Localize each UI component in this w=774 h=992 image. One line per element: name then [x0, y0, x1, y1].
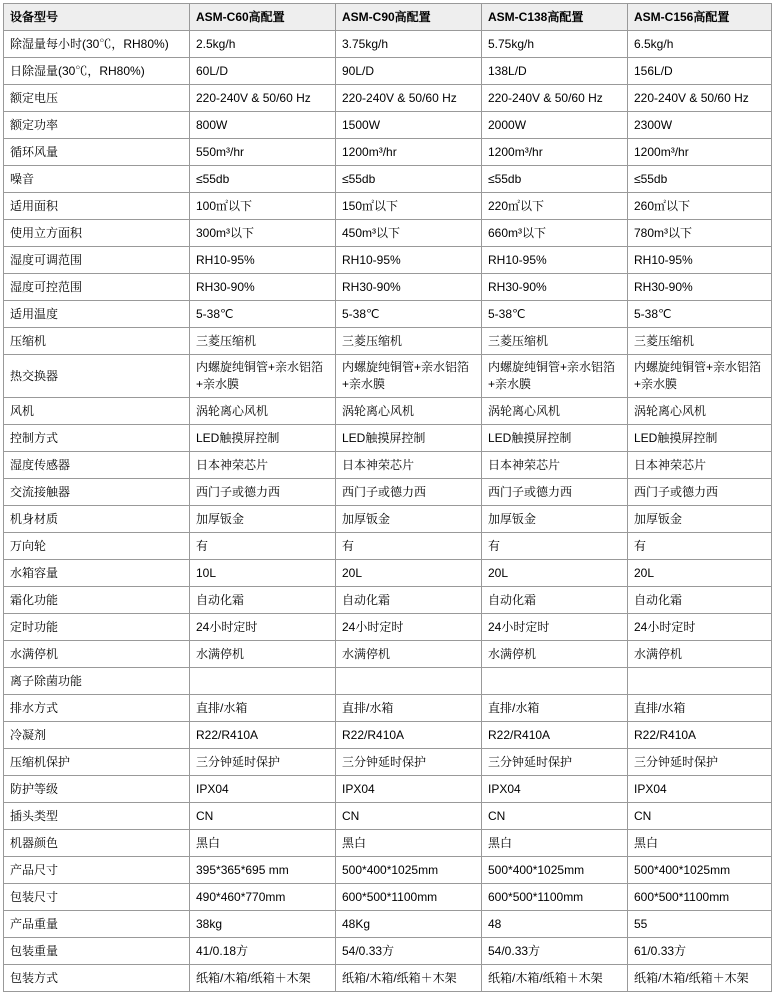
- table-cell: 38kg: [190, 911, 336, 938]
- table-row: [4, 560, 772, 587]
- table-cell: 涡轮离心风机: [628, 398, 772, 425]
- table-cell: [482, 668, 628, 695]
- table-cell: 三分钟延时保护: [190, 749, 336, 776]
- table-cell: 6.5kg/h: [628, 31, 772, 58]
- table-cell: 直排/水箱: [482, 695, 628, 722]
- table-cell: 水满停机: [190, 641, 336, 668]
- table-cell: 54/0.33方: [336, 938, 482, 965]
- table-cell: 90L/D: [336, 58, 482, 85]
- table-cell: 黑白: [628, 830, 772, 857]
- table-cell: 450m³以下: [336, 220, 482, 247]
- table-cell: LED触摸屏控制: [628, 425, 772, 452]
- table-body: [4, 31, 772, 992]
- table-cell: 150㎡以下: [336, 193, 482, 220]
- table-row: [4, 911, 772, 938]
- table-cell: 24小时定时: [628, 614, 772, 641]
- table-cell: 660m³以下: [482, 220, 628, 247]
- table-row: [4, 965, 772, 992]
- row-label: 适用温度: [4, 301, 190, 328]
- table-cell: 自动化霜: [336, 587, 482, 614]
- table-cell: 10L: [190, 560, 336, 587]
- table-cell: 黑白: [336, 830, 482, 857]
- table-cell: 800W: [190, 112, 336, 139]
- specification-table: [3, 3, 772, 992]
- table-cell: 直排/水箱: [336, 695, 482, 722]
- row-label: 控制方式: [4, 425, 190, 452]
- table-cell: CN: [482, 803, 628, 830]
- table-cell: LED触摸屏控制: [482, 425, 628, 452]
- table-cell: RH10-95%: [482, 247, 628, 274]
- row-label: 交流接触器: [4, 479, 190, 506]
- table-cell: 156L/D: [628, 58, 772, 85]
- row-label: 循环风量: [4, 139, 190, 166]
- table-row: [4, 247, 772, 274]
- table-cell: RH10-95%: [190, 247, 336, 274]
- table-row: [4, 112, 772, 139]
- table-row: [4, 328, 772, 355]
- row-label: 冷凝剂: [4, 722, 190, 749]
- table-row: [4, 776, 772, 803]
- row-label: 包装尺寸: [4, 884, 190, 911]
- table-row: [4, 139, 772, 166]
- row-label: 定时功能: [4, 614, 190, 641]
- row-label: 额定功率: [4, 112, 190, 139]
- table-cell: 涡轮离心风机: [336, 398, 482, 425]
- table-cell: 西门子或德力西: [482, 479, 628, 506]
- column-header-c138: ASM-C138高配置: [482, 4, 628, 31]
- table-cell: 500*400*1025mm: [336, 857, 482, 884]
- table-cell: 自动化霜: [482, 587, 628, 614]
- table-cell: R22/R410A: [482, 722, 628, 749]
- table-row: [4, 58, 772, 85]
- table-cell: 水满停机: [628, 641, 772, 668]
- table-cell: 西门子或德力西: [190, 479, 336, 506]
- table-cell: 日本神荣芯片: [336, 452, 482, 479]
- table-cell: 日本神荣芯片: [482, 452, 628, 479]
- table-cell: 5-38℃: [190, 301, 336, 328]
- row-label: 湿度可调范围: [4, 247, 190, 274]
- table-cell: 220㎡以下: [482, 193, 628, 220]
- row-label: 水箱容量: [4, 560, 190, 587]
- table-row: [4, 884, 772, 911]
- table-cell: IPX04: [628, 776, 772, 803]
- table-cell: 2000W: [482, 112, 628, 139]
- table-cell: 加厚钣金: [482, 506, 628, 533]
- table-cell: R22/R410A: [628, 722, 772, 749]
- table-cell: 550m³/hr: [190, 139, 336, 166]
- table-cell: ≤55db: [336, 166, 482, 193]
- table-cell: 260㎡以下: [628, 193, 772, 220]
- table-header-row: [4, 4, 772, 31]
- table-cell: RH30-90%: [190, 274, 336, 301]
- table-cell: 内螺旋纯铜管+亲水铝箔+亲水膜: [628, 355, 772, 398]
- row-label: 压缩机保护: [4, 749, 190, 776]
- table-cell: 纸箱/木箱/纸箱＋木架: [628, 965, 772, 992]
- table-row: [4, 749, 772, 776]
- table-cell: 600*500*1100mm: [628, 884, 772, 911]
- table-row: [4, 166, 772, 193]
- table-cell: 内螺旋纯铜管+亲水铝箔+亲水膜: [336, 355, 482, 398]
- table-cell: LED触摸屏控制: [190, 425, 336, 452]
- table-cell: RH10-95%: [628, 247, 772, 274]
- table-cell: 1500W: [336, 112, 482, 139]
- table-cell: 220-240V & 50/60 Hz: [336, 85, 482, 112]
- table-cell: 300m³以下: [190, 220, 336, 247]
- table-cell: 500*400*1025mm: [482, 857, 628, 884]
- row-label: 水满停机: [4, 641, 190, 668]
- table-cell: 日本神荣芯片: [628, 452, 772, 479]
- row-label: 日除湿量(30℃，RH80%): [4, 58, 190, 85]
- table-cell: 水满停机: [336, 641, 482, 668]
- row-label: 产品重量: [4, 911, 190, 938]
- row-label: 机器颜色: [4, 830, 190, 857]
- table-cell: IPX04: [336, 776, 482, 803]
- row-label: 额定电压: [4, 85, 190, 112]
- table-cell: CN: [190, 803, 336, 830]
- table-cell: 三分钟延时保护: [628, 749, 772, 776]
- table-row: [4, 641, 772, 668]
- table-row: [4, 355, 772, 398]
- row-label: 风机: [4, 398, 190, 425]
- table-cell: CN: [628, 803, 772, 830]
- table-cell: 395*365*695 mm: [190, 857, 336, 884]
- table-row: [4, 938, 772, 965]
- table-cell: 5-38℃: [336, 301, 482, 328]
- row-label: 包装方式: [4, 965, 190, 992]
- table-row: [4, 668, 772, 695]
- table-row: [4, 220, 772, 247]
- table-row: [4, 31, 772, 58]
- table-cell: 加厚钣金: [190, 506, 336, 533]
- table-row: [4, 301, 772, 328]
- table-cell: 55: [628, 911, 772, 938]
- table-cell: 600*500*1100mm: [336, 884, 482, 911]
- table-cell: 涡轮离心风机: [190, 398, 336, 425]
- table-row: [4, 614, 772, 641]
- column-header-c156: ASM-C156高配置: [628, 4, 772, 31]
- table-row: [4, 479, 772, 506]
- table-cell: 24小时定时: [190, 614, 336, 641]
- row-label: 压缩机: [4, 328, 190, 355]
- table-cell: CN: [336, 803, 482, 830]
- table-cell: 西门子或德力西: [336, 479, 482, 506]
- table-cell: 100㎡以下: [190, 193, 336, 220]
- row-label: 包装重量: [4, 938, 190, 965]
- column-header-c60: ASM-C60高配置: [190, 4, 336, 31]
- table-row: [4, 695, 772, 722]
- table-row: [4, 398, 772, 425]
- table-cell: 自动化霜: [628, 587, 772, 614]
- table-cell: 内螺旋纯铜管+亲水铝箔+亲水膜: [190, 355, 336, 398]
- table-cell: 5-38℃: [482, 301, 628, 328]
- table-cell: 41/0.18方: [190, 938, 336, 965]
- table-cell: 直排/水箱: [190, 695, 336, 722]
- table-cell: 490*460*770mm: [190, 884, 336, 911]
- column-header-c90: ASM-C90高配置: [336, 4, 482, 31]
- table-cell: 三分钟延时保护: [336, 749, 482, 776]
- table-cell: 48: [482, 911, 628, 938]
- table-cell: 内螺旋纯铜管+亲水铝箔+亲水膜: [482, 355, 628, 398]
- table-cell: 60L/D: [190, 58, 336, 85]
- table-cell: [336, 668, 482, 695]
- table-cell: 1200m³/hr: [628, 139, 772, 166]
- table-cell: 黑白: [190, 830, 336, 857]
- table-cell: 纸箱/木箱/纸箱＋木架: [336, 965, 482, 992]
- table-cell: 自动化霜: [190, 587, 336, 614]
- table-cell: R22/R410A: [336, 722, 482, 749]
- table-cell: 5-38℃: [628, 301, 772, 328]
- row-label: 万向轮: [4, 533, 190, 560]
- table-row: [4, 425, 772, 452]
- table-cell: 220-240V & 50/60 Hz: [190, 85, 336, 112]
- table-row: [4, 506, 772, 533]
- table-cell: 24小时定时: [482, 614, 628, 641]
- table-cell: 西门子或德力西: [628, 479, 772, 506]
- table-cell: ≤55db: [628, 166, 772, 193]
- row-label: 排水方式: [4, 695, 190, 722]
- row-label: 热交换器: [4, 355, 190, 398]
- table-cell: 48Kg: [336, 911, 482, 938]
- table-row: [4, 533, 772, 560]
- table-cell: 三菱压缩机: [190, 328, 336, 355]
- table-cell: 2.5kg/h: [190, 31, 336, 58]
- row-label: 插头类型: [4, 803, 190, 830]
- table-cell: 三菱压缩机: [628, 328, 772, 355]
- table-cell: 1200m³/hr: [482, 139, 628, 166]
- table-cell: 600*500*1100mm: [482, 884, 628, 911]
- table-cell: 三菱压缩机: [482, 328, 628, 355]
- table-header: [4, 4, 772, 31]
- table-cell: 纸箱/木箱/纸箱＋木架: [190, 965, 336, 992]
- table-cell: RH10-95%: [336, 247, 482, 274]
- row-label: 噪音: [4, 166, 190, 193]
- row-label: 霜化功能: [4, 587, 190, 614]
- table-cell: 24小时定时: [336, 614, 482, 641]
- table-cell: 5.75kg/h: [482, 31, 628, 58]
- table-cell: 220-240V & 50/60 Hz: [628, 85, 772, 112]
- table-cell: 日本神荣芯片: [190, 452, 336, 479]
- table-cell: ≤55db: [190, 166, 336, 193]
- table-row: [4, 830, 772, 857]
- table-cell: 61/0.33方: [628, 938, 772, 965]
- table-cell: RH30-90%: [482, 274, 628, 301]
- row-label: 适用面积: [4, 193, 190, 220]
- table-cell: [190, 668, 336, 695]
- table-cell: IPX04: [482, 776, 628, 803]
- table-cell: 1200m³/hr: [336, 139, 482, 166]
- table-cell: 黑白: [482, 830, 628, 857]
- table-cell: 加厚钣金: [336, 506, 482, 533]
- table-row: [4, 722, 772, 749]
- row-label: 产品尺寸: [4, 857, 190, 884]
- row-label: 机身材质: [4, 506, 190, 533]
- table-cell: 20L: [336, 560, 482, 587]
- table-cell: 加厚钣金: [628, 506, 772, 533]
- table-cell: 三菱压缩机: [336, 328, 482, 355]
- table-cell: 水满停机: [482, 641, 628, 668]
- table-cell: 纸箱/木箱/纸箱＋木架: [482, 965, 628, 992]
- table-cell: 54/0.33方: [482, 938, 628, 965]
- table-row: [4, 85, 772, 112]
- table-cell: RH30-90%: [336, 274, 482, 301]
- table-cell: 20L: [628, 560, 772, 587]
- table-cell: 3.75kg/h: [336, 31, 482, 58]
- row-label: 除湿量每小时(30℃，RH80%): [4, 31, 190, 58]
- table-cell: 三分钟延时保护: [482, 749, 628, 776]
- table-cell: R22/R410A: [190, 722, 336, 749]
- table-cell: 220-240V & 50/60 Hz: [482, 85, 628, 112]
- row-label: 使用立方面积: [4, 220, 190, 247]
- table-cell: 有: [190, 533, 336, 560]
- table-cell: 有: [482, 533, 628, 560]
- table-cell: 20L: [482, 560, 628, 587]
- table-row: [4, 452, 772, 479]
- table-row: [4, 274, 772, 301]
- table-cell: 涡轮离心风机: [482, 398, 628, 425]
- table-cell: 有: [336, 533, 482, 560]
- table-cell: ≤55db: [482, 166, 628, 193]
- column-header-model: 设备型号: [4, 4, 190, 31]
- row-label: 湿度可控范围: [4, 274, 190, 301]
- table-row: [4, 803, 772, 830]
- table-cell: LED触摸屏控制: [336, 425, 482, 452]
- table-row: [4, 587, 772, 614]
- table-cell: IPX04: [190, 776, 336, 803]
- table-cell: 2300W: [628, 112, 772, 139]
- table-row: [4, 857, 772, 884]
- table-cell: 500*400*1025mm: [628, 857, 772, 884]
- table-row: [4, 193, 772, 220]
- table-cell: 有: [628, 533, 772, 560]
- table-cell: 138L/D: [482, 58, 628, 85]
- row-label: 离子除菌功能: [4, 668, 190, 695]
- table-cell: 780m³以下: [628, 220, 772, 247]
- table-cell: RH30-90%: [628, 274, 772, 301]
- row-label: 湿度传感器: [4, 452, 190, 479]
- table-cell: [628, 668, 772, 695]
- row-label: 防护等级: [4, 776, 190, 803]
- table-cell: 直排/水箱: [628, 695, 772, 722]
